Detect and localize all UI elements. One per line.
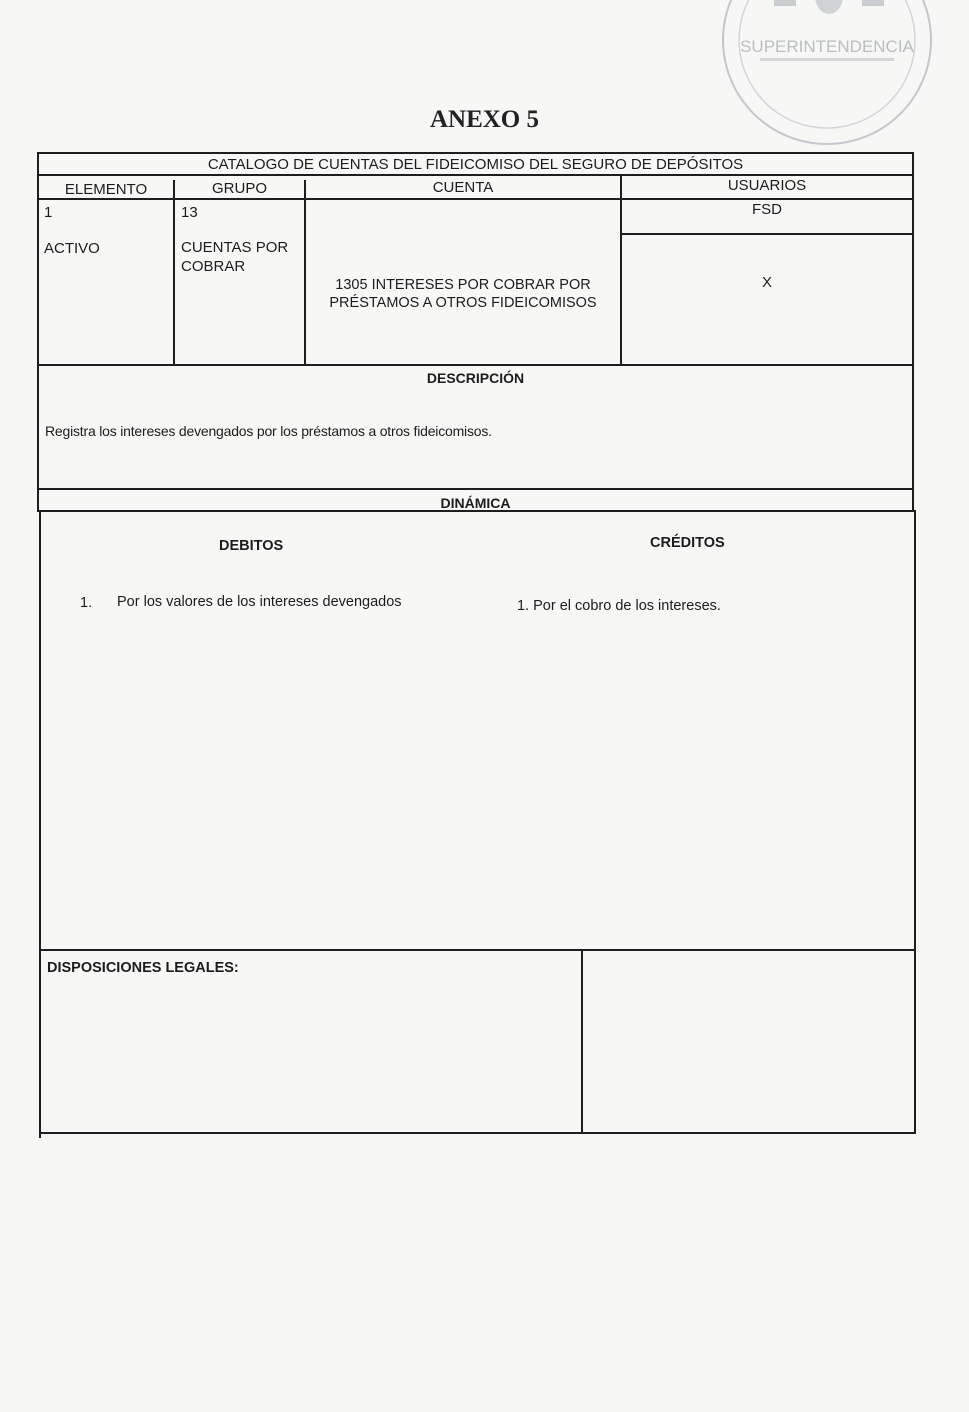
disposiciones-divider	[581, 951, 583, 1134]
title-bottom-border	[37, 174, 914, 176]
col-divider-elemento	[173, 180, 175, 366]
creditos-heading: CRÉDITOS	[650, 535, 725, 551]
lower-right-border	[914, 510, 916, 1133]
debitos-item-number: 1.	[80, 595, 93, 611]
descripcion-bottom-border	[37, 488, 914, 490]
disposiciones-top-border	[40, 949, 916, 951]
usuarios-sub-divider	[621, 233, 914, 235]
catalog-title: CATALOGO DE CUENTAS DEL FIDEICOMISO DEL SEGURO DE DEPÓSITOS	[207, 156, 744, 173]
elemento-code: 1	[44, 204, 53, 221]
descripcion-text: Registra los intereses devengados por los préstamos a otros fideicomisos.	[45, 423, 492, 439]
table-left-border	[37, 152, 39, 512]
cuenta-line2: PRÉSTAMOS A OTROS FIDEICOMISOS	[329, 295, 597, 311]
col-divider-grupo	[304, 180, 306, 366]
debitos-heading: DEBITOS	[219, 538, 284, 554]
disposiciones-heading: DISPOSICIONES LEGALES:	[47, 960, 239, 976]
annex-title: ANEXO 5	[429, 106, 540, 133]
row-bottom-border	[37, 364, 914, 366]
lower-left-border	[39, 510, 41, 1138]
grupo-name-line2: COBRAR	[181, 258, 246, 275]
grupo-name-line1: CUENTAS POR	[181, 239, 289, 256]
column-header-elemento: ELEMENTO	[64, 181, 148, 198]
usuarios-fsd-label: FSD	[752, 201, 782, 218]
table-right-border	[912, 152, 914, 512]
grupo-code: 13	[181, 204, 198, 221]
usuario-fsd-mark: X	[761, 274, 772, 291]
table-bottom-border	[40, 1132, 916, 1134]
seal-lettering: SUPERINTENDENCIA	[740, 37, 914, 56]
descripcion-heading: DESCRIPCIÓN	[426, 370, 525, 386]
creditos-item: 1. Por el cobro de los intereses.	[517, 598, 721, 614]
cuenta-line1: 1305 INTERESES POR COBRAR POR	[335, 277, 591, 293]
dinamica-heading: DINÁMICA	[440, 495, 511, 511]
elemento-name: ACTIVO	[44, 240, 100, 257]
column-header-grupo: GRUPO	[211, 180, 267, 197]
column-header-usuarios: USUARIOS	[727, 177, 807, 194]
table-top-border	[37, 152, 914, 154]
column-header-cuenta: CUENTA	[432, 179, 494, 196]
debitos-item-text: Por los valores de los intereses devengados	[117, 594, 402, 610]
